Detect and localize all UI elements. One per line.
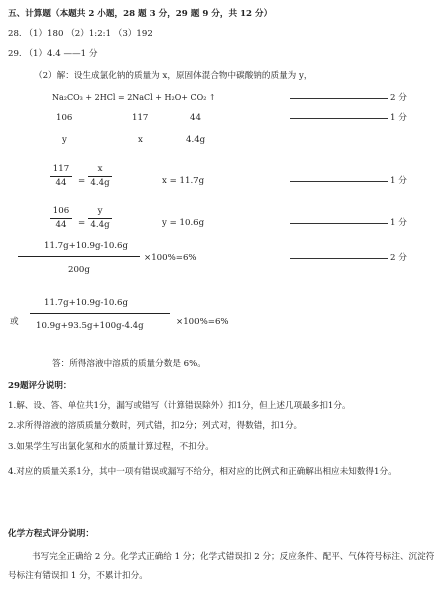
calc2-denominator: 10.9g+93.5g+100g-4.4g [36,321,144,331]
rubric-item-2: 2.求所得溶液的溶质质量分数时，列式错，扣2分；列式对，得数错，扣1分。 [8,421,303,431]
fraction-bar [18,256,140,257]
question-29-part1: 29. （1）4.4 ——1 分 [8,49,98,59]
calc1-percent: ×100%=6% [144,253,197,263]
fraction-106-44: 106 44 [50,206,72,231]
score-mass-relation: 1 分 [390,113,407,123]
solution-x: x = 11.7g [162,176,205,186]
score-equation: 2 分 [390,93,407,103]
equals-sign: = [78,176,86,186]
score-leader-line [290,223,388,224]
score-leader-line [290,181,388,182]
co2-mass: 4.4g [186,135,206,145]
score-solve-x: 1 分 [390,176,407,186]
score-solve-y: 1 分 [390,218,407,228]
score-calc: 2 分 [390,253,407,263]
solution-y: y = 10.6g [162,218,205,228]
question-29-part2-intro: （2）解：设生成氯化钠的质量为 x，原固体混合物中碳酸钠的质量为 y， [34,71,313,81]
or-label: 或 [10,317,19,327]
unknown-y: y [62,135,67,145]
equals-sign: = [78,218,86,228]
final-answer: 答：所得溶液中溶质的质量分数是 6%。 [52,359,206,369]
molar-mass-nacl: 117 [132,113,149,123]
calc1-numerator: 11.7g+10.9g-10.6g [44,241,129,251]
score-leader-line [290,258,388,259]
section-title: 五、计算题（本题共 2 小题，28 题 3 分，29 题 9 分，共 12 分） [8,9,273,19]
rubric-title: 29题评分说明： [8,381,72,391]
question-28-answer: 28. （1）180 （2）1:2:1 （3）192 [8,29,153,39]
equation-rubric-text: 书写完全正确给 2 分。化学式正确给 1 分；化学式错误扣 2 分；反应条件、配平、气体符号标注、沉淀符号标注有错误扣 1 分，不累计扣分。 [8,552,435,581]
fraction-x-4.4g: x 4.4g [88,164,112,189]
fraction-y-4.4g: y 4.4g [88,206,112,231]
calc1-denominator: 200g [68,265,90,275]
molar-mass-na2co3: 106 [56,113,73,123]
molar-mass-co2: 44 [190,113,201,123]
equation-rubric-title: 化学方程式评分说明： [8,529,94,539]
fraction-bar [30,313,170,314]
chemical-equation: Na₂CO₃ + 2HCl = 2NaCl + H₂O+ CO₂ ↑ [52,93,216,102]
calc2-percent: ×100%=6% [176,317,229,327]
rubric-item-3: 3.如果学生写出氯化氢和水的质量计算过程，不扣分。 [8,442,214,452]
score-leader-line [290,98,388,99]
rubric-item-4: 4.对应的质量关系1分，其中一项有错误或漏写不给分，相对应的比例式和正确解出相应未知数得1分。 [8,467,397,477]
calc2-numerator: 11.7g+10.9g-10.6g [44,298,129,308]
rubric-item-1: 1.解、设、答、单位共1分，漏写或错写（计算错误除外）扣1分，但上述几项最多扣1分。 [8,401,351,411]
fraction-117-44: 117 44 [50,164,72,189]
score-leader-line [290,118,388,119]
unknown-x: x [138,135,143,145]
